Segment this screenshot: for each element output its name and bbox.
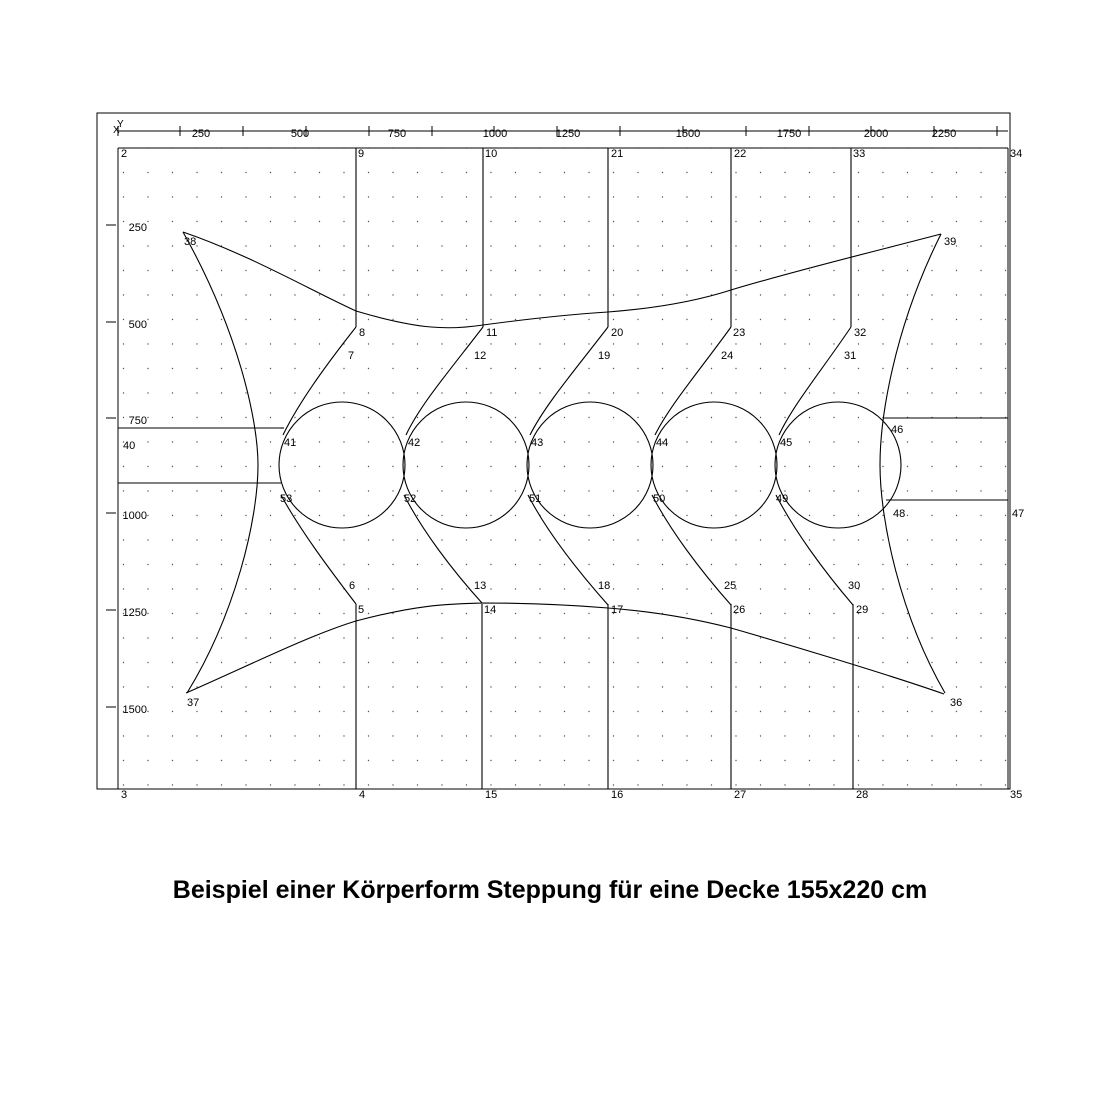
point-label: 40 xyxy=(123,440,136,452)
point-label: 20 xyxy=(611,327,624,339)
x-tick-label: 1250 xyxy=(555,128,581,140)
point-label: 30 xyxy=(848,580,861,592)
point-label: 5 xyxy=(358,604,365,616)
point-label: 45 xyxy=(780,437,793,449)
point-label: 15 xyxy=(485,789,498,801)
point-label: 29 xyxy=(856,604,869,616)
point-label: 21 xyxy=(611,148,624,160)
point-label: 46 xyxy=(891,424,904,436)
point-label: 53 xyxy=(280,493,293,505)
y-tick-label: 1500 xyxy=(122,704,147,716)
point-label: 50 xyxy=(653,493,666,505)
x-tick-label: 250 xyxy=(191,128,211,140)
point-label: 8 xyxy=(359,327,366,339)
point-label: 3 xyxy=(121,789,128,801)
point-label: 42 xyxy=(408,437,421,449)
x-tick-label: 500 xyxy=(290,128,310,140)
point-label: 24 xyxy=(721,350,734,362)
point-label: 32 xyxy=(854,327,867,339)
point-label: 37 xyxy=(187,697,200,709)
point-label: 31 xyxy=(844,350,857,362)
point-label: 12 xyxy=(474,350,487,362)
point-label: 19 xyxy=(598,350,611,362)
point-label: 17 xyxy=(611,604,624,616)
y-axis-letter: Y xyxy=(117,119,124,130)
point-label: 38 xyxy=(184,236,197,248)
point-label: 9 xyxy=(358,148,365,160)
point-label: 27 xyxy=(734,789,747,801)
point-label: 7 xyxy=(348,350,355,362)
point-label: 11 xyxy=(486,327,498,339)
point-label: 23 xyxy=(733,327,746,339)
point-label: 2 xyxy=(121,148,128,160)
point-label: 13 xyxy=(474,580,487,592)
y-tick-label: 750 xyxy=(128,415,147,427)
point-label: 33 xyxy=(853,148,866,160)
x-tick-labels xyxy=(192,128,956,140)
point-label: 44 xyxy=(656,437,669,449)
y-axis-ticks xyxy=(106,225,116,707)
point-label: 22 xyxy=(734,148,747,160)
x-axis-letter: X xyxy=(113,125,120,136)
point-label: 41 xyxy=(284,437,297,449)
x-tick-label: 1500 xyxy=(675,128,701,140)
point-label: 4 xyxy=(359,789,366,801)
figure-caption: Beispiel einer Körperform Steppung für eine Decke 155x220 cm xyxy=(172,876,928,904)
point-label: 47 xyxy=(1012,508,1025,520)
x-tick-label: 750 xyxy=(387,128,407,140)
point-label: 51 xyxy=(529,493,542,505)
point-label: 52 xyxy=(404,493,417,505)
point-label: 18 xyxy=(598,580,611,592)
y-tick-label: 250 xyxy=(128,222,147,234)
x-tick-label: 2000 xyxy=(863,128,889,140)
x-tick-label: 2250 xyxy=(931,128,957,140)
point-label: 25 xyxy=(724,580,737,592)
point-label: 34 xyxy=(1010,148,1023,160)
point-label: 6 xyxy=(349,580,356,592)
point-label: 48 xyxy=(893,508,906,520)
x-tick-label: 1750 xyxy=(776,128,802,140)
point-label: 49 xyxy=(776,493,789,505)
y-tick-label: 1250 xyxy=(122,607,147,619)
point-label: 35 xyxy=(1010,789,1023,801)
y-tick-label: 1000 xyxy=(122,510,147,522)
point-label: 43 xyxy=(531,437,544,449)
point-label: 26 xyxy=(733,604,746,616)
x-tick-label: 1000 xyxy=(482,128,508,140)
y-tick-label: 500 xyxy=(128,319,147,331)
point-label: 28 xyxy=(856,789,869,801)
point-label: 36 xyxy=(950,697,963,709)
point-label: 14 xyxy=(484,604,497,616)
point-label: 16 xyxy=(611,789,624,801)
plot-background xyxy=(118,148,1008,790)
point-label: 39 xyxy=(944,236,957,248)
point-label: 10 xyxy=(485,148,498,160)
